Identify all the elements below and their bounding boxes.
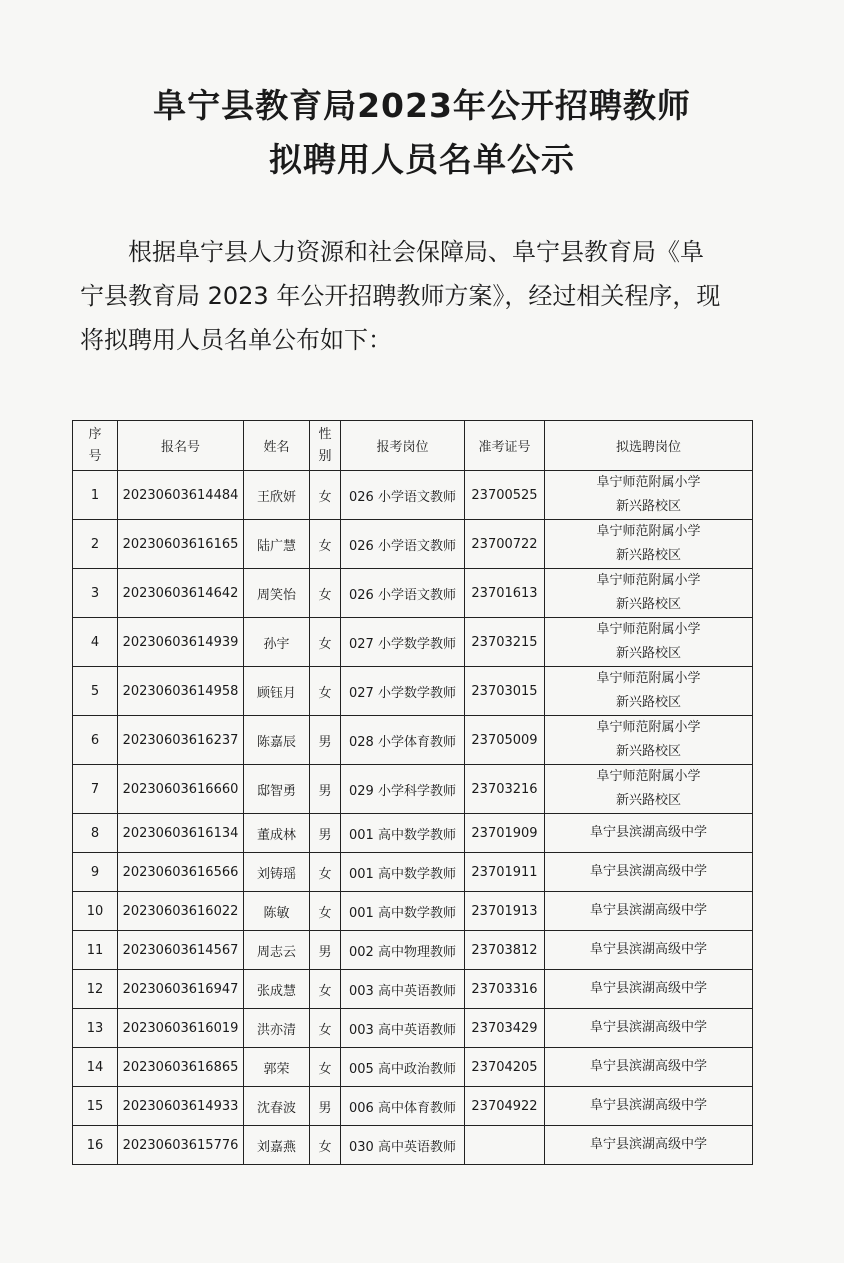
cell-name: 周志云: [244, 931, 310, 970]
cell-seq: 5: [73, 667, 118, 716]
cell-gender: 男: [310, 931, 341, 970]
cell-seq: 6: [73, 716, 118, 765]
cell-gender: 女: [310, 569, 341, 618]
table-row: [73, 814, 753, 853]
table-row: [73, 569, 753, 618]
cell-reg-no: 20230603616134: [118, 814, 244, 853]
cell-name: 邸智勇: [244, 765, 310, 814]
cell-applied-position: 003 高中英语教师: [341, 970, 465, 1009]
cell-ticket-no: [465, 1126, 545, 1165]
cell-applied-position: 030 高中英语教师: [341, 1126, 465, 1165]
cell-proposed-position: 阜宁县滨湖高级中学: [545, 1126, 753, 1165]
cell-applied-position: 028 小学体育教师: [341, 716, 465, 765]
cell-reg-no: 20230603616660: [118, 765, 244, 814]
cell-ticket-no: 23703015: [465, 667, 545, 716]
table-row: [73, 765, 753, 814]
cell-seq: 10: [73, 892, 118, 931]
cell-name: 顾钰月: [244, 667, 310, 716]
header-gender: 性 别: [310, 421, 341, 471]
cell-name: 孙宇: [244, 618, 310, 667]
cell-proposed-position: 阜宁县滨湖高级中学: [545, 892, 753, 931]
table-row: [73, 667, 753, 716]
cell-ticket-no: 23704205: [465, 1048, 545, 1087]
cell-ticket-no: 23703316: [465, 970, 545, 1009]
cell-reg-no: 20230603614958: [118, 667, 244, 716]
cell-gender: 女: [310, 970, 341, 1009]
cell-gender: 女: [310, 520, 341, 569]
cell-name: 王欣妍: [244, 471, 310, 520]
cell-proposed-position: 阜宁县滨湖高级中学: [545, 814, 753, 853]
cell-gender: 女: [310, 1009, 341, 1048]
cell-reg-no: 20230603614933: [118, 1087, 244, 1126]
cell-seq: 4: [73, 618, 118, 667]
cell-ticket-no: 23701911: [465, 853, 545, 892]
cell-name: 董成林: [244, 814, 310, 853]
cell-proposed-position: 阜宁师范附属小学 新兴路校区: [545, 618, 753, 667]
cell-reg-no: 20230603614939: [118, 618, 244, 667]
table-row: [73, 471, 753, 520]
cell-reg-no: 20230603616022: [118, 892, 244, 931]
cell-name: 刘铸瑶: [244, 853, 310, 892]
cell-ticket-no: 23703812: [465, 931, 545, 970]
cell-applied-position: 005 高中政治教师: [341, 1048, 465, 1087]
cell-proposed-position: 阜宁县滨湖高级中学: [545, 1009, 753, 1048]
cell-ticket-no: 23701909: [465, 814, 545, 853]
header-name: 姓名: [244, 421, 310, 471]
cell-seq: 14: [73, 1048, 118, 1087]
cell-seq: 7: [73, 765, 118, 814]
cell-gender: 男: [310, 1087, 341, 1126]
cell-proposed-position: 阜宁县滨湖高级中学: [545, 1048, 753, 1087]
cell-applied-position: 001 高中数学教师: [341, 814, 465, 853]
header-proposed-position: 拟选聘岗位: [545, 421, 753, 471]
cell-applied-position: 026 小学语文教师: [341, 569, 465, 618]
table-row: [73, 1087, 753, 1126]
intro-line-3: 将拟聘用人员名单公布如下：: [80, 326, 392, 354]
header-seq: 序 号: [73, 421, 118, 471]
cell-proposed-position: 阜宁县滨湖高级中学: [545, 853, 753, 892]
cell-applied-position: 027 小学数学教师: [341, 667, 465, 716]
document-title-line1: 阜宁县教育局2023年公开招聘教师: [153, 86, 691, 125]
cell-ticket-no: 23700722: [465, 520, 545, 569]
cell-seq: 15: [73, 1087, 118, 1126]
table-row: [73, 1126, 753, 1165]
cell-proposed-position: 阜宁师范附属小学 新兴路校区: [545, 520, 753, 569]
cell-applied-position: 001 高中数学教师: [341, 892, 465, 931]
cell-proposed-position: 阜宁县滨湖高级中学: [545, 931, 753, 970]
cell-name: 洪亦清: [244, 1009, 310, 1048]
cell-seq: 2: [73, 520, 118, 569]
cell-name: 周笑怡: [244, 569, 310, 618]
cell-name: 沈春波: [244, 1087, 310, 1126]
table-row: [73, 931, 753, 970]
cell-gender: 女: [310, 667, 341, 716]
cell-proposed-position: 阜宁师范附属小学 新兴路校区: [545, 765, 753, 814]
table-row: [73, 716, 753, 765]
cell-seq: 13: [73, 1009, 118, 1048]
cell-seq: 8: [73, 814, 118, 853]
cell-reg-no: 20230603614484: [118, 471, 244, 520]
table-row: [73, 618, 753, 667]
cell-ticket-no: 23703216: [465, 765, 545, 814]
cell-reg-no: 20230603614567: [118, 931, 244, 970]
cell-name: 刘嘉燕: [244, 1126, 310, 1165]
intro-line-1: 根据阜宁县人力资源和社会保障局、阜宁县教育局《阜: [128, 238, 704, 266]
cell-applied-position: 029 小学科学教师: [341, 765, 465, 814]
cell-ticket-no: 23703215: [465, 618, 545, 667]
cell-proposed-position: 阜宁师范附属小学 新兴路校区: [545, 667, 753, 716]
cell-seq: 11: [73, 931, 118, 970]
intro-line-2: 宁县教育局 2023 年公开招聘教师方案》，经过相关程序，现: [80, 282, 721, 310]
cell-gender: 女: [310, 892, 341, 931]
cell-proposed-position: 阜宁师范附属小学 新兴路校区: [545, 471, 753, 520]
cell-ticket-no: 23701913: [465, 892, 545, 931]
cell-gender: 女: [310, 1048, 341, 1087]
cell-reg-no: 20230603616165: [118, 520, 244, 569]
table-row: [73, 892, 753, 931]
cell-reg-no: 20230603616566: [118, 853, 244, 892]
cell-name: 陈敏: [244, 892, 310, 931]
cell-reg-no: 20230603614642: [118, 569, 244, 618]
cell-gender: 男: [310, 814, 341, 853]
cell-applied-position: 002 高中物理教师: [341, 931, 465, 970]
cell-applied-position: 001 高中数学教师: [341, 853, 465, 892]
cell-applied-position: 027 小学数学教师: [341, 618, 465, 667]
cell-name: 陆广慧: [244, 520, 310, 569]
cell-applied-position: 026 小学语文教师: [341, 520, 465, 569]
cell-seq: 9: [73, 853, 118, 892]
cell-seq: 1: [73, 471, 118, 520]
cell-reg-no: 20230603616865: [118, 1048, 244, 1087]
cell-name: 张成慧: [244, 970, 310, 1009]
table-row: [73, 1009, 753, 1048]
cell-reg-no: 20230603616947: [118, 970, 244, 1009]
cell-ticket-no: 23701613: [465, 569, 545, 618]
cell-ticket-no: 23705009: [465, 716, 545, 765]
cell-name: 陈嘉辰: [244, 716, 310, 765]
cell-gender: 女: [310, 1126, 341, 1165]
header-reg-no: 报名号: [118, 421, 244, 471]
table-header-row: [73, 421, 753, 471]
cell-gender: 女: [310, 853, 341, 892]
cell-reg-no: 20230603615776: [118, 1126, 244, 1165]
header-ticket-no: 准考证号: [465, 421, 545, 471]
table-row: [73, 1048, 753, 1087]
cell-ticket-no: 23703429: [465, 1009, 545, 1048]
cell-gender: 男: [310, 716, 341, 765]
intro-paragraph: [80, 230, 760, 362]
cell-proposed-position: 阜宁师范附属小学 新兴路校区: [545, 569, 753, 618]
cell-seq: 16: [73, 1126, 118, 1165]
cell-gender: 女: [310, 471, 341, 520]
hire-list-table: [72, 420, 753, 1165]
cell-ticket-no: 23700525: [465, 471, 545, 520]
cell-seq: 12: [73, 970, 118, 1009]
table-row: [73, 853, 753, 892]
header-applied-position: 报考岗位: [341, 421, 465, 471]
cell-applied-position: 026 小学语文教师: [341, 471, 465, 520]
cell-ticket-no: 23704922: [465, 1087, 545, 1126]
cell-reg-no: 20230603616237: [118, 716, 244, 765]
cell-proposed-position: 阜宁县滨湖高级中学: [545, 1087, 753, 1126]
document-title-line2: 拟聘用人员名单公示: [269, 140, 575, 179]
cell-seq: 3: [73, 569, 118, 618]
table-row: [73, 970, 753, 1009]
cell-proposed-position: 阜宁县滨湖高级中学: [545, 970, 753, 1009]
cell-applied-position: 006 高中体育教师: [341, 1087, 465, 1126]
cell-gender: 男: [310, 765, 341, 814]
cell-applied-position: 003 高中英语教师: [341, 1009, 465, 1048]
cell-name: 郭荣: [244, 1048, 310, 1087]
table-row: [73, 520, 753, 569]
cell-proposed-position: 阜宁师范附属小学 新兴路校区: [545, 716, 753, 765]
cell-reg-no: 20230603616019: [118, 1009, 244, 1048]
cell-gender: 女: [310, 618, 341, 667]
